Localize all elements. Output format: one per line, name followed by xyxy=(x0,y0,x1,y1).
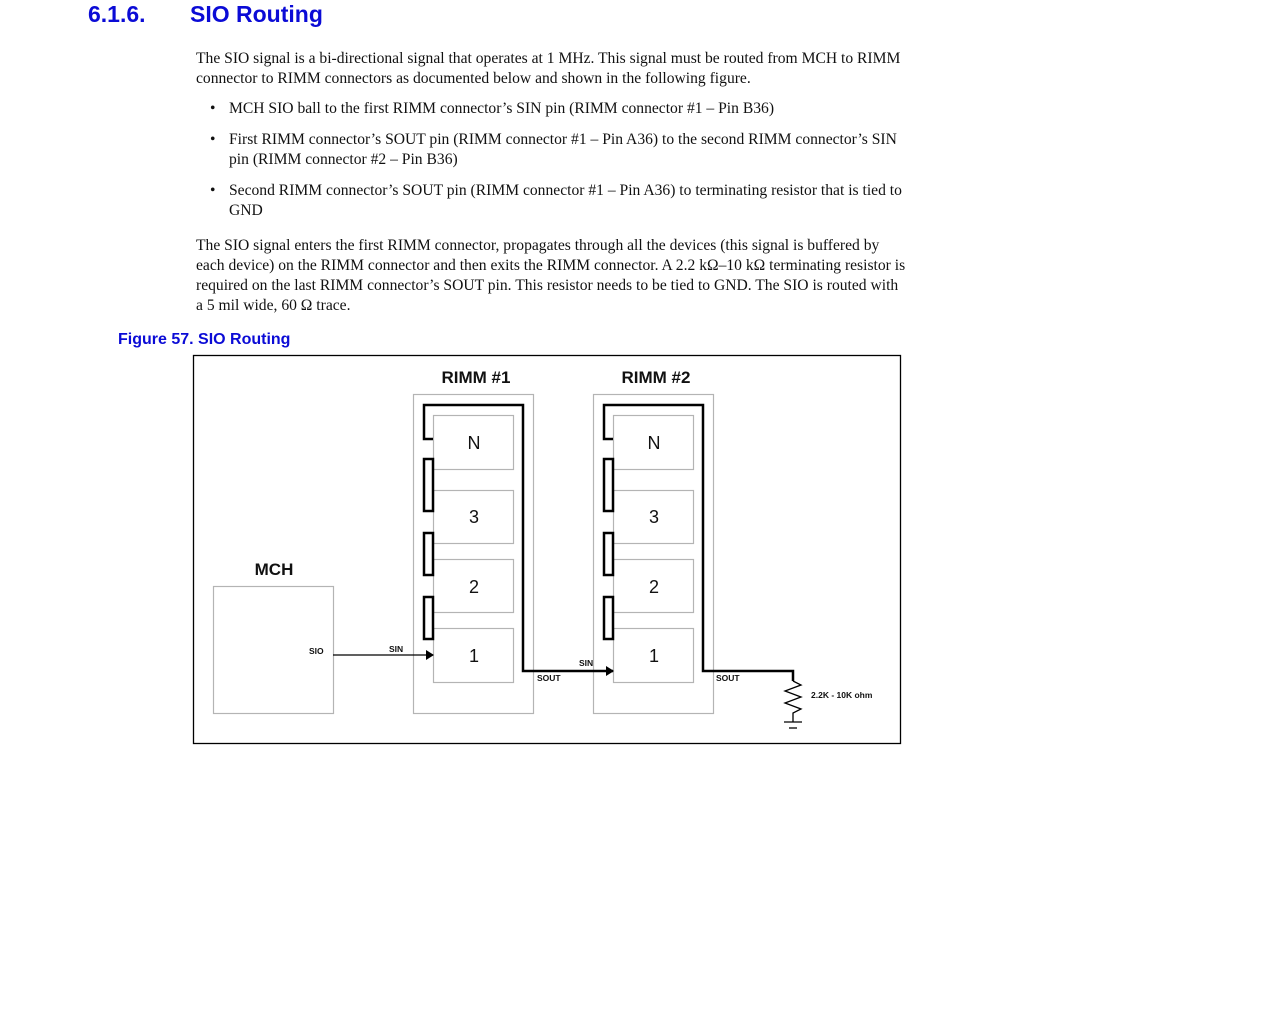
figure-frame xyxy=(194,356,901,744)
section-title: SIO Routing xyxy=(190,1,323,27)
svg-text:3: 3 xyxy=(468,507,480,527)
rimm1-label: RIMM #1 xyxy=(441,368,511,387)
rimm2-sout-label: SOUT xyxy=(716,673,740,683)
intro-paragraph: The SIO signal is a bi-directional signal that operates at 1 MHz. This signal must be routed from MCH to RIMM connector to RIMM connectors as documented below and shown in the following figure. xyxy=(196,50,901,87)
bullet-icon: • xyxy=(210,131,216,148)
rimm2-sin-label: SIN xyxy=(579,658,594,668)
svg-text:1: 1 xyxy=(648,646,660,666)
section-number: 6.1.6. xyxy=(88,1,146,27)
resistor-value-label: 2.2K - 10K ohm xyxy=(811,690,873,700)
list-item: • First RIMM connector’s SOUT pin (RIMM connector #1 – Pin A36) to the second RIMM connector’s SIN pin (RIMM connector #2 – Pin B36) xyxy=(210,131,897,168)
list-item: • MCH SIO ball to the first RIMM connector’s SIN pin (RIMM connector #1 – Pin B36) xyxy=(210,100,775,117)
list-item: • Second RIMM connector’s SOUT pin (RIMM connector #1 – Pin A36) to terminating resistor that is tied to GND xyxy=(210,182,902,219)
bullet-icon: • xyxy=(210,100,216,117)
rimm2-label: RIMM #2 xyxy=(621,368,691,387)
figure-caption: Figure 57. SIO Routing xyxy=(118,331,291,348)
svg-text:1: 1 xyxy=(468,646,480,666)
mch-label: MCH xyxy=(254,560,294,579)
detail-paragraph: The SIO signal enters the first RIMM connector, propagates through all the devices (this signal is buffered by each device) on the RIMM connector and then exits the RIMM connector. A 2.2 kΩ–10 kΩ terminating resistor is required on the last RIMM connector’s SOUT pin. This resistor needs to be tied to GND. The SIO is routed with a 5 mil wide, 60 Ω trace. xyxy=(196,237,906,314)
mch-sio-pin-label: SIO xyxy=(309,646,324,656)
svg-text:2: 2 xyxy=(468,577,480,597)
svg-text:3: 3 xyxy=(648,507,660,527)
rimm1-sin-label: SIN xyxy=(389,644,404,654)
svg-text:N: N xyxy=(647,433,661,453)
rimm1-sout-label: SOUT xyxy=(537,673,561,683)
bullet-icon: • xyxy=(210,182,216,199)
svg-text:N: N xyxy=(467,433,481,453)
svg-text:2: 2 xyxy=(648,577,660,597)
